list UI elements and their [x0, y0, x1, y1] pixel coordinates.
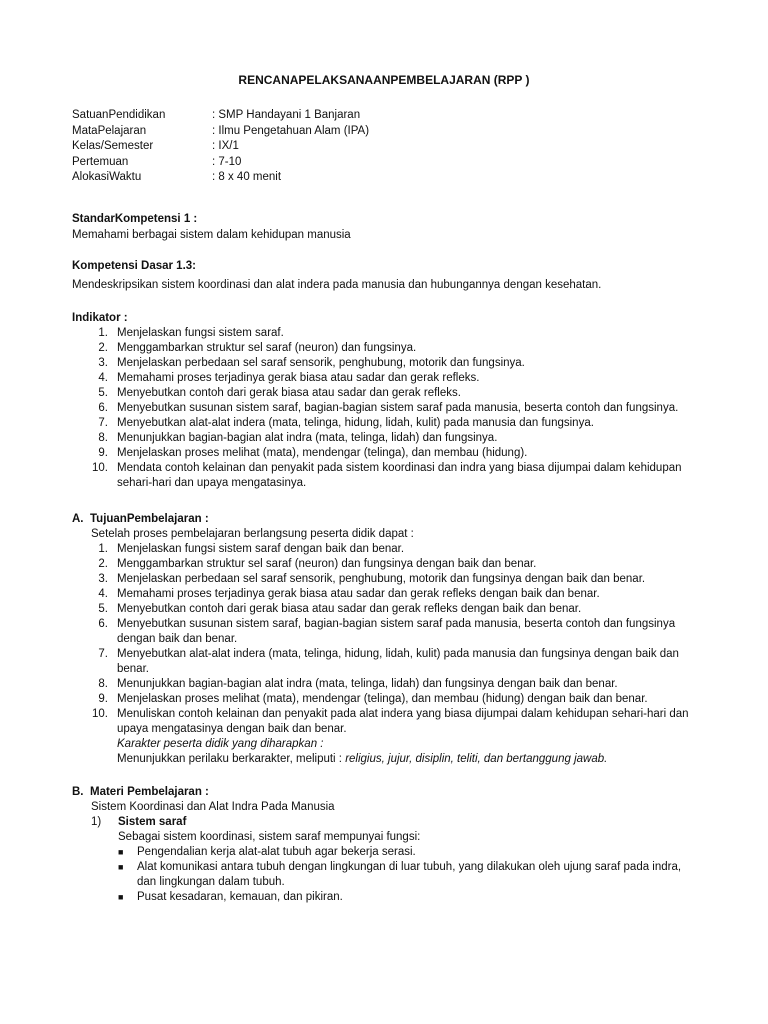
list-number: 1. — [98, 543, 108, 555]
karakter-values: religius, jujur, disiplin, teliti, dan bertanggung jawab. — [345, 753, 608, 765]
list-text: Menyebutkan susunan sistem saraf, bagian-bagian sistem saraf pada manusia, beserta contoh dan fungsinya dengan baik dan benar. — [117, 618, 676, 645]
identity-table — [72, 108, 369, 186]
list-number: 2. — [98, 558, 108, 570]
list-text: Menjelaskan proses melihat (mata), mendengar (telinga), dan membau (hidung). — [117, 447, 528, 459]
list-number: 8. — [98, 678, 108, 690]
list-item — [70, 707, 700, 737]
list-item — [70, 446, 700, 461]
list-text: Memahami proses terjadinya gerak biasa atau sadar dan gerak refleks. — [117, 372, 480, 384]
bullet-icon: ■ — [118, 892, 124, 902]
list-number: 7. — [98, 417, 108, 429]
list-number: 6. — [98, 402, 108, 414]
identity-row — [72, 155, 369, 171]
list-item — [70, 356, 700, 371]
list-number: 5. — [98, 387, 108, 399]
list-text: Menunjukkan bagian-bagian alat indra (mata, telinga, lidah) dan fungsinya dengan baik dan benar. — [117, 678, 618, 690]
list-number: 1. — [98, 327, 108, 339]
subsection-intro: Sebagai sistem koordinasi, sistem saraf mempunyai fungsi: — [118, 831, 421, 843]
list-text: Menggambarkan struktur sel saraf (neuron) dan fungsinya. — [117, 342, 417, 354]
list-text: Menjelaskan perbedaan sel saraf sensorik, penghubung, motorik dan fungsinya. — [117, 357, 525, 369]
identity-row — [72, 139, 369, 155]
list-number: 9. — [98, 693, 108, 705]
list-text: Menjelaskan fungsi sistem saraf. — [117, 327, 284, 339]
list-item — [70, 431, 700, 446]
section-letter: B. — [72, 786, 84, 798]
karakter-heading-text: Karakter peserta didik yang diharapkan : — [117, 738, 324, 750]
list-item — [70, 416, 700, 431]
identity-row — [72, 170, 369, 186]
standar-text: Memahami berbagai sistem dalam kehidupan manusia — [72, 229, 351, 241]
indikator-list — [70, 326, 700, 491]
list-number: 4. — [98, 588, 108, 600]
list-item — [118, 845, 698, 860]
list-number: 5. — [98, 603, 108, 615]
list-number: 8. — [98, 432, 108, 444]
list-item — [70, 461, 700, 491]
document-title: RENCANAPELAKSANAANPEMBELAJARAN (RPP ) — [238, 73, 530, 87]
identity-value: : 7-10 — [212, 155, 242, 168]
list-text: Menggambarkan struktur sel saraf (neuron) dan fungsinya dengan baik dan benar. — [117, 558, 537, 570]
identity-row — [72, 108, 369, 124]
list-text: Alat komunikasi antara tubuh dengan lingkungan di luar tubuh, yang dilakukan oleh ujung saraf pada indra, dan lingkungan dalam tubuh. — [137, 861, 682, 888]
list-text: Menyebutkan susunan sistem saraf, bagian-bagian sistem saraf pada manusia, beserta contoh dan fungsinya. — [117, 402, 679, 414]
identity-label: Pertemuan — [72, 155, 129, 168]
materi-intro: Sistem Koordinasi dan Alat Indra Pada Manusia — [91, 801, 335, 813]
identity-value: : SMP Handayani 1 Banjaran — [212, 109, 361, 121]
karakter-heading — [70, 737, 700, 752]
section-letter: A. — [72, 513, 84, 525]
list-number: 7. — [98, 648, 108, 660]
identity-value: : Ilmu Pengetahuan Alam (IPA) — [212, 124, 370, 137]
list-item — [70, 386, 700, 401]
list-item — [70, 602, 700, 617]
list-item — [70, 542, 700, 557]
tujuan-heading — [72, 512, 209, 527]
list-item — [70, 371, 700, 386]
identity-row — [72, 124, 369, 140]
list-item — [70, 401, 700, 416]
tujuan-list — [70, 542, 700, 767]
identity-label: MataPelajaran — [72, 124, 147, 137]
standar-heading: StandarKompetensi 1 : — [72, 213, 198, 225]
list-text: Memahami proses terjadinya gerak biasa atau sadar dan gerak refleks dengan baik dan benar. — [117, 588, 600, 600]
list-text: Menuliskan contoh kelainan dan penyakit pada alat indera yang biasa dijumpai dalam kehidupan sehari-hari dan upaya mengatasinya dengan baik dan benar. — [117, 708, 689, 735]
list-number: 4. — [98, 372, 108, 384]
karakter-lead: Menunjukkan perilaku berkarakter, meliputi : — [117, 753, 346, 765]
list-number: 3. — [98, 573, 108, 585]
kompetensi-text: Mendeskripsikan sistem koordinasi dan alat indera pada manusia dan hubungannya dengan kesehatan. — [72, 279, 602, 291]
list-text: Pengendalian kerja alat-alat tubuh agar bekerja serasi. — [137, 846, 416, 858]
indikator-heading: Indikator : — [72, 312, 128, 324]
bullet-icon: ■ — [118, 862, 124, 872]
list-item — [118, 860, 698, 890]
identity-label: AlokasiWaktu — [72, 171, 142, 183]
kompetensi-heading: Kompetensi Dasar 1.3: — [72, 260, 196, 272]
materi-heading — [72, 785, 209, 800]
identity-label: SatuanPendidikan — [72, 109, 166, 121]
list-item — [118, 890, 698, 905]
tujuan-heading-text: TujuanPembelajaran : — [90, 513, 209, 525]
bullet-icon: ■ — [118, 847, 124, 857]
list-number: 2. — [98, 342, 108, 354]
list-number: 10. — [92, 462, 108, 474]
list-number: 3. — [98, 357, 108, 369]
list-text: Menjelaskan perbedaan sel saraf sensorik, penghubung, motorik dan fungsinya dengan baik dan benar. — [117, 573, 646, 585]
list-item — [70, 557, 700, 572]
fungsi-list — [118, 845, 698, 905]
list-text: Menyebutkan alat-alat indera (mata, telinga, hidung, lidah, kulit) pada manusia dan fungsinya. — [117, 417, 594, 429]
list-item — [70, 587, 700, 602]
list-text: Menunjukkan bagian-bagian alat indra (mata, telinga, lidah) dan fungsinya. — [117, 432, 498, 444]
list-item — [70, 677, 700, 692]
identity-value: : 8 x 40 menit — [212, 171, 282, 183]
list-text: Menyebutkan contoh dari gerak biasa atau sadar dan gerak refleks dengan baik dan benar. — [117, 603, 582, 615]
list-number: 9. — [98, 447, 108, 459]
materi-subsection — [91, 815, 186, 830]
list-number: 6. — [98, 618, 108, 630]
list-text: Menjelaskan proses melihat (mata), mendengar (telinga), dan membau (hidung) dengan baik dan benar. — [117, 693, 648, 705]
list-text: Pusat kesadaran, kemauan, dan pikiran. — [137, 891, 343, 903]
tujuan-intro: Setelah proses pembelajaran berlangsung peserta didik dapat : — [91, 528, 414, 540]
list-item — [70, 572, 700, 587]
karakter-text — [70, 752, 700, 767]
identity-label: Kelas/Semester — [72, 140, 154, 152]
subsection-heading: Sistem saraf — [118, 816, 187, 828]
list-text: Menyebutkan contoh dari gerak biasa atau sadar dan gerak refleks. — [117, 387, 461, 399]
list-item — [70, 326, 700, 341]
list-text: Menyebutkan alat-alat indera (mata, telinga, hidung, lidah, kulit) pada manusia dan fungsinya dengan baik dan benar. — [117, 648, 679, 675]
list-text: Menjelaskan fungsi sistem saraf dengan baik dan benar. — [117, 543, 405, 555]
subsection-number: 1) — [91, 816, 102, 828]
materi-heading-text: Materi Pembelajaran : — [90, 786, 209, 798]
list-item — [70, 692, 700, 707]
identity-value: : IX/1 — [212, 140, 239, 152]
list-text: Mendata contoh kelainan dan penyakit pada sistem koordinasi dan indra yang biasa dijumpai dalam kehidupan sehari-hari dan upaya mengatasinya. — [117, 462, 682, 489]
list-item — [70, 341, 700, 356]
list-item — [70, 647, 700, 677]
list-item — [70, 617, 700, 647]
list-number: 10. — [92, 708, 108, 720]
